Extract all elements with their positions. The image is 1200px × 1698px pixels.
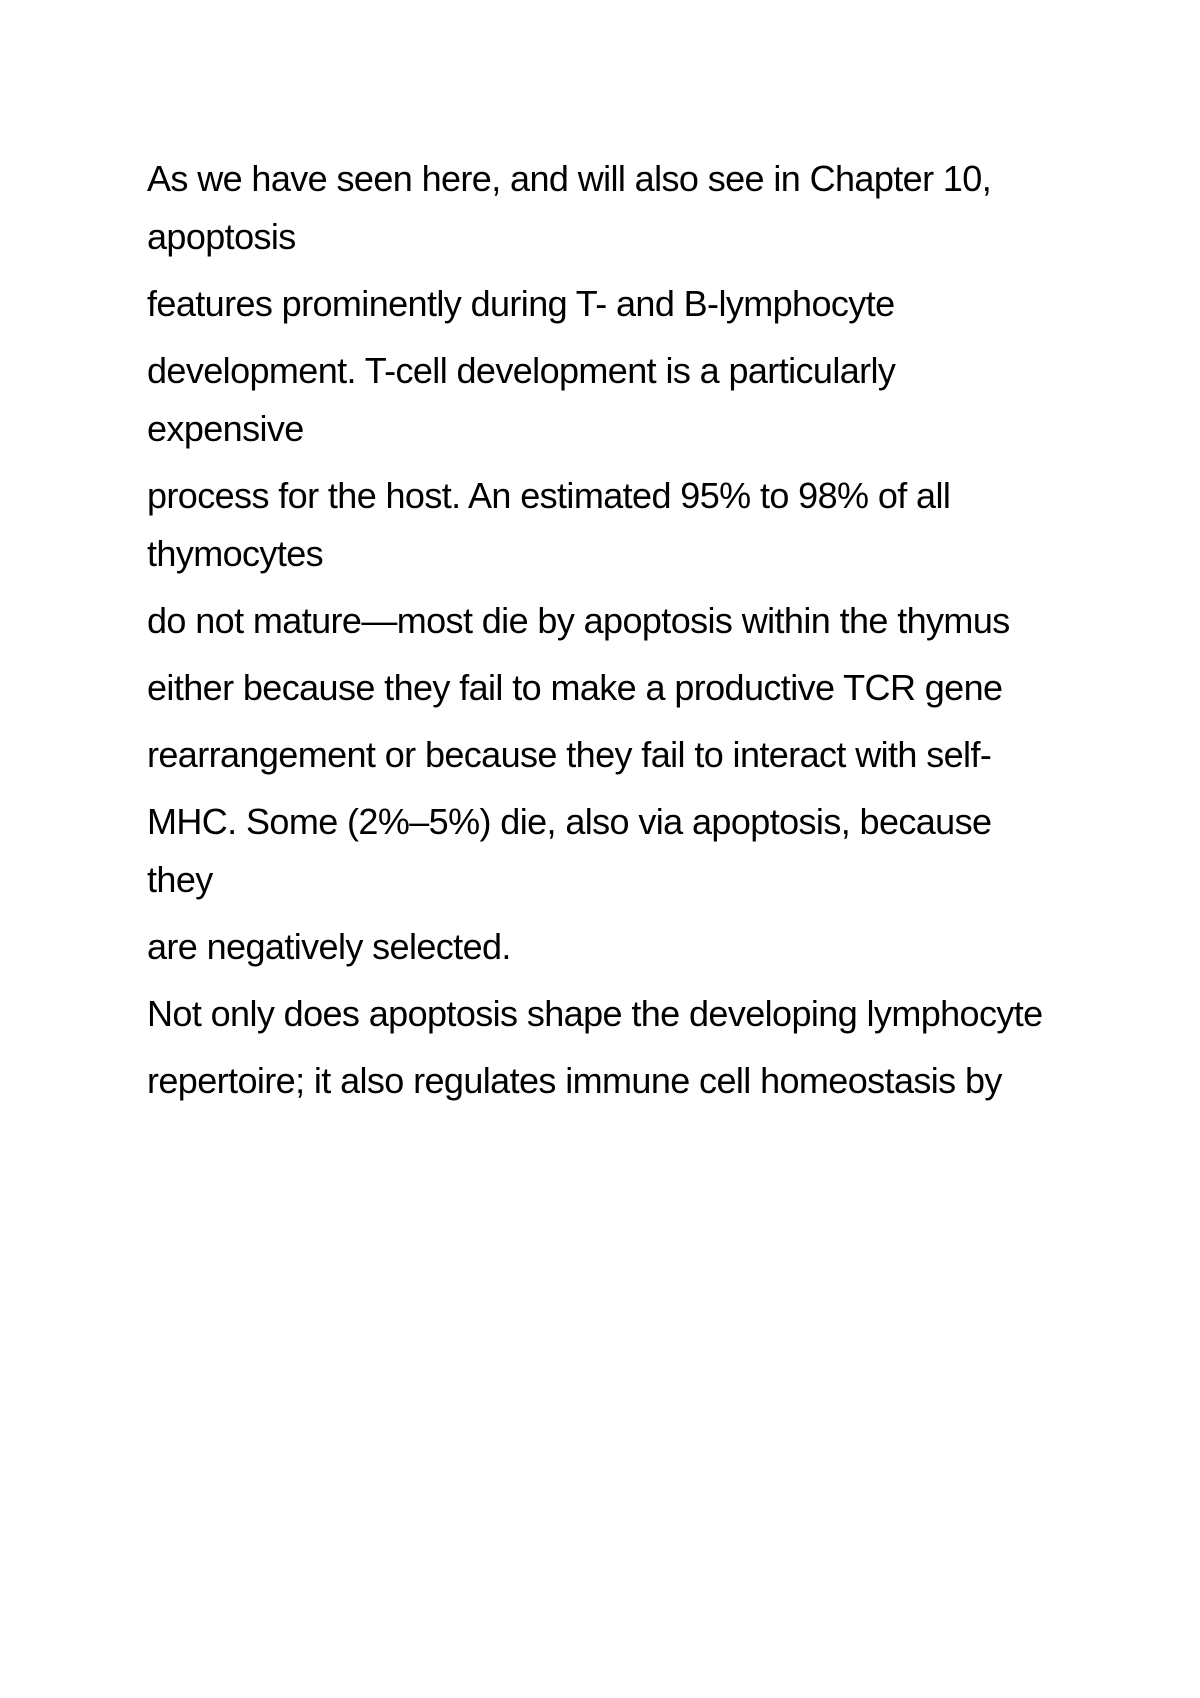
paragraph-3: development. T-cell development is a particularly expensive [147,350,896,449]
paragraph-9: are negatively selected. [147,926,511,967]
paragraph-8: MHC. Some (2%–5%) die, also via apoptosis, because they [147,801,992,900]
paragraph-10: Not only does apoptosis shape the developing lymphocyte [147,993,1043,1034]
paragraph-5: do not mature—most die by apoptosis within the thymus [147,600,1010,641]
paragraph-4: process for the host. An estimated 95% to 98% of all thymocytes [147,475,951,574]
paragraph-1: As we have seen here, and will also see in Chapter 10, apoptosis [147,158,992,257]
paragraph-6: either because they fail to make a productive TCR gene [147,667,1003,708]
paragraph-11: repertoire; it also regulates immune cell homeostasis by [147,1060,1002,1101]
paragraph-2: features prominently during T- and B-lymphocyte [147,283,895,324]
paragraph-7: rearrangement or because they fail to interact with self- [147,734,992,775]
